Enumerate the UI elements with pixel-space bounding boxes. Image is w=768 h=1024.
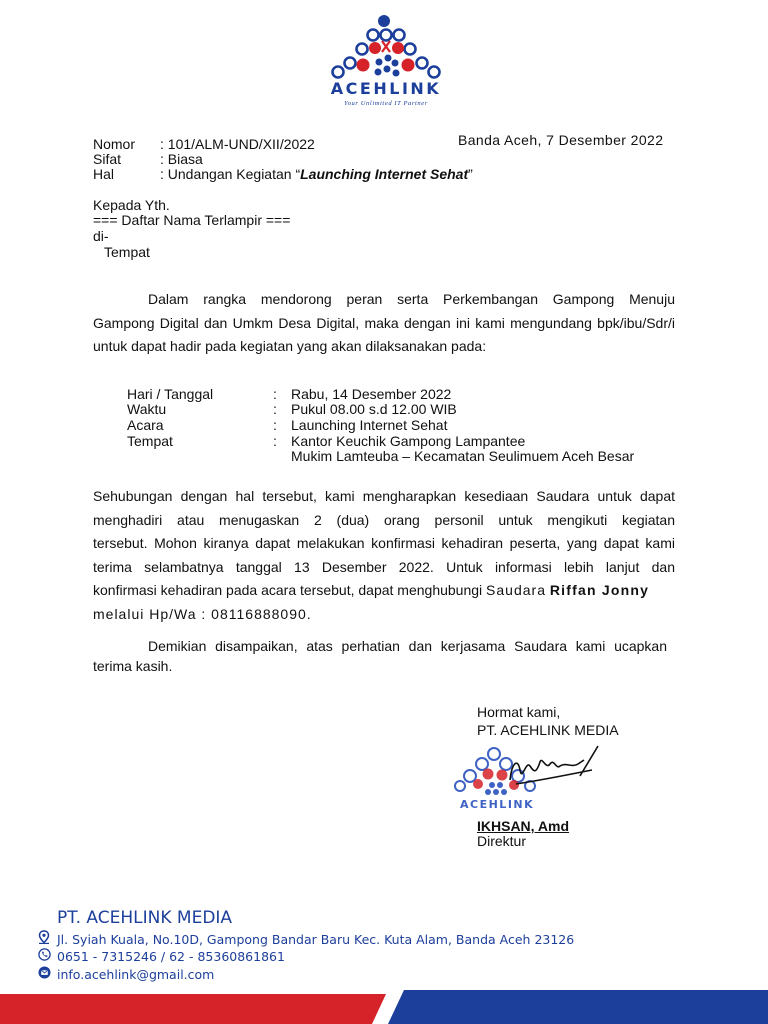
company-logo (318, 8, 454, 110)
detail-label: Acara (127, 417, 164, 433)
body-paragraph (93, 485, 675, 626)
detail-value: Launching Internet Sehat (291, 417, 448, 433)
meta-value-prefix: : Undangan Kegiatan “ (160, 166, 301, 182)
contact-text: konfirmasi kehadiran pada acara tersebut, dapat menghubungi (93, 582, 483, 598)
mail-icon (31, 966, 57, 983)
contact-line (93, 579, 675, 603)
paragraph-line: menghadiri atau menugaskan 2 (dua) orang personil untuk mengikuti kegiatan (93, 511, 675, 528)
detail-colon: : (273, 433, 277, 449)
meta-nomor (93, 136, 315, 152)
recipient-line: Tempat (104, 244, 150, 260)
logo-wordmark: ACEHLINK (330, 79, 442, 98)
detail-value: Pukul 08.00 s.d 12.00 WIB (291, 401, 457, 417)
contact-phone: melalui Hp/Wa : 08116888090. (93, 605, 312, 622)
logo-tagline: Your Unlimited IT Partner (344, 100, 428, 107)
detail-row (127, 417, 447, 433)
contact-name: Riffan Jonny (549, 582, 650, 598)
footer-company: PT. ACEHLINK MEDIA (57, 908, 233, 928)
phone-icon (31, 948, 57, 965)
recipient-line: Kepada Yth. (93, 197, 170, 213)
footer-email-text: info.acehlink@gmail.com (57, 967, 215, 982)
meta-value-event: Launching Internet Sehat (300, 166, 469, 182)
footer-phone (31, 948, 285, 965)
detail-label: Hari / Tanggal (127, 386, 214, 402)
paragraph-line: tersebut. Mohon kiranya dapat melakukan konfirmasi kehadiran peserta, yang dapat kami (93, 535, 675, 551)
signoff: Hormat kami, (477, 704, 561, 720)
meta-value: : Biasa (160, 151, 203, 167)
contact-saudara: Saudara (486, 582, 546, 598)
detail-value: Mukim Lamteuba – Kecamatan Seulimuem Aceh Besar (291, 448, 635, 464)
footer-stripe (0, 990, 768, 1024)
footer-email (31, 966, 214, 983)
detail-value: Kantor Keuchik Gampong Lampantee (291, 433, 526, 449)
meta-label: Nomor (93, 136, 136, 152)
paragraph-line: untuk dapat hadir pada kegiatan yang akan dilaksanakan pada: (93, 338, 487, 354)
footer-phone-text: 0651 - 7315246 / 62 - 85360861861 (57, 949, 285, 964)
detail-colon: : (273, 417, 277, 433)
detail-row (127, 401, 457, 417)
stamp-logo (452, 740, 612, 816)
footer-address (31, 930, 574, 948)
detail-value: Rabu, 14 Desember 2022 (291, 386, 452, 402)
meta-label: Hal (93, 166, 115, 182)
detail-row (127, 433, 525, 449)
meta-value: : 101/ALM-UND/XII/2022 (160, 136, 315, 152)
meta-sifat (93, 151, 203, 167)
paragraph-line: terima selambatnya tanggal 13 Desember 2022. Untuk informasi lebih lanjut dan (93, 558, 675, 575)
signer-name (477, 818, 569, 834)
recipient-line: di- (93, 228, 109, 244)
signer-title: Direktur (477, 833, 527, 849)
detail-label: Waktu (127, 401, 167, 417)
footer-address-text: Jl. Syiah Kuala, No.10D, Gampong Bandar Baru Kec. Kuta Alam, Banda Aceh 23126 (57, 932, 575, 947)
intro-paragraph (93, 288, 675, 359)
location-icon (31, 930, 57, 948)
paragraph-line: Dalam rangka mendorong peran serta Perkembangan Gampong Menuju (148, 291, 675, 307)
meta-hal (93, 166, 473, 182)
meta-label: Sifat (93, 151, 122, 167)
detail-colon: : (273, 386, 277, 402)
detail-row (127, 386, 451, 402)
signer-name-text: IKHSAN, Amd (477, 818, 570, 834)
logo-mark (318, 8, 454, 80)
signature-stamp (452, 740, 612, 816)
recipient-line: === Daftar Nama Terlampir === (93, 212, 291, 228)
detail-colon: : (273, 401, 277, 417)
paragraph-line: Gampong Digital dan Umkm Desa Digital, maka dengan ini kami mengundang bpk/ibu/Sdr/i (93, 314, 675, 331)
meta-value-suffix: ” (468, 166, 473, 182)
signature-company: PT. ACEHLINK MEDIA (477, 722, 619, 738)
paragraph-line: Demikian disampaikan, atas perhatian dan kerjasama Saudara kami ucapkan (148, 638, 667, 654)
detail-row (127, 448, 634, 464)
letter-date: Banda Aceh, 7 Desember 2022 (458, 132, 664, 148)
paragraph-line: terima kasih. (93, 658, 173, 674)
detail-label: Tempat (127, 433, 173, 449)
paragraph-line: Sehubungan dengan hal tersebut, kami mengharapkan kesediaan Saudara untuk dapat (93, 488, 675, 504)
closing-paragraph (93, 636, 675, 676)
stamp-text: ACEHLINK (460, 798, 535, 811)
